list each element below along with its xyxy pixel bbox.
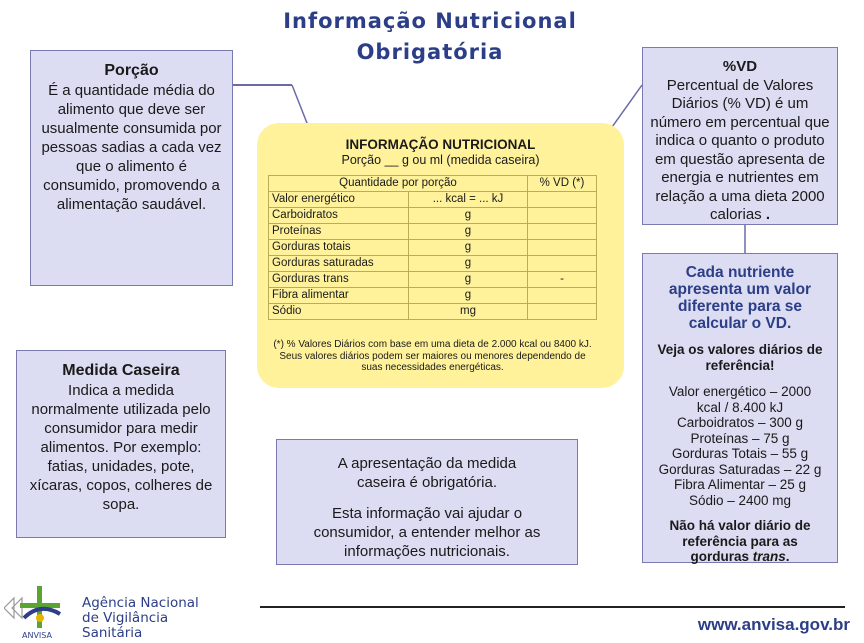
list-item: Gorduras Totais – 55 g (671, 446, 809, 461)
apresentacao-text-2: Esta informação vai ajudar o consumidor, a entender melhor as informações nutricionais. (313, 505, 541, 560)
nutrition-label-title: INFORMAÇÃO NUTRICIONAL (345, 137, 536, 152)
medida-heading: Medida Caseira (62, 362, 180, 379)
col-vd-header: % VD (*) (528, 176, 597, 192)
table-row: Gorduras totais g (269, 240, 597, 256)
table-row: Sódio mg (269, 304, 597, 320)
table-row: Valor energético ... kcal = ... kJ (269, 192, 597, 208)
list-item: Valor energético – 2000 kcal / 8.400 kJ (668, 384, 812, 415)
apresentacao-box (276, 439, 578, 565)
agency-line-3: Sanitária (82, 626, 143, 639)
table-header-row (269, 176, 597, 192)
list-item: Sódio – 2400 mg (688, 492, 792, 508)
list-item: Carboidratos – 300 g (676, 415, 804, 430)
nutrition-table (268, 175, 597, 320)
nutrition-table-footnote: (*) % Valores Diários com base em uma dieta de 2.000 kcal ou 8400 kJ. Seus valores diários podem ser maiores ou menores dependendo de suas necessidades energéticas. (273, 339, 592, 373)
website-link[interactable]: www.anvisa.gov.br (697, 615, 850, 634)
cada-box (642, 253, 838, 563)
table-row: Gorduras saturadas g (269, 256, 597, 272)
medida-text: Indica a medida normalmente utilizada pelo consumidor para medir alimentos. Por exemplo: fatias, unidades, pote, xícaras, copos, colheres de sopa. (29, 382, 213, 513)
porcao-heading: Porção (104, 62, 159, 79)
list-item: Proteínas – 75 g (690, 430, 790, 446)
anvisa-logo-icon (4, 580, 76, 640)
agency-line-1: Agência Nacional (82, 595, 199, 611)
nutrition-label-portion: Porção __ g ou ml (medida caseira) (341, 153, 540, 167)
table-row: Fibra alimentar g (269, 288, 597, 304)
footer-divider (260, 606, 845, 608)
vd-box (642, 47, 838, 225)
cada-subheading: Veja os valores diários de referência! (657, 342, 823, 373)
list-item: Gorduras Saturadas – 22 g (658, 461, 822, 477)
porcao-text: É a quantidade média do alimento que deve ser usualmente consumida por pessoas sadias a cada vez que o alimento é consumido, promovendo a alimentação saudável. (41, 82, 222, 213)
agency-line-2: de Vigilância (82, 610, 169, 626)
cada-footer: Não há valor diário de referência para as gorduras trans. (669, 518, 811, 564)
agency-name (82, 596, 199, 639)
vd-heading: %VD (722, 58, 758, 75)
col-qty-header: Quantidade por porção (269, 176, 528, 192)
svg-text:ANVISA: ANVISA (22, 631, 52, 640)
apresentacao-text-1: A apresentação da medida caseira é obrigatória. (337, 455, 517, 491)
list-item: Fibra Alimentar – 25 g (673, 477, 807, 492)
table-row: Gorduras trans g - (269, 272, 597, 288)
vd-text: Percentual de Valores Diários (% VD) é um número em percentual que indica o quanto o produto em questão apresenta de energia e nutrientes em relação a uma dieta 2000 calorias . (650, 76, 830, 223)
table-row: Proteínas g (269, 224, 597, 240)
title-line-1: Informação Nutricional (283, 9, 577, 33)
medida-box (16, 350, 226, 538)
reference-values-list (643, 384, 837, 508)
porcao-box (30, 50, 233, 286)
cada-heading: Cada nutriente apresenta um valor diferente para se calcular o VD. (668, 264, 812, 332)
title-line-2: Obrigatória (356, 40, 504, 64)
table-row: Carboidratos g (269, 208, 597, 224)
